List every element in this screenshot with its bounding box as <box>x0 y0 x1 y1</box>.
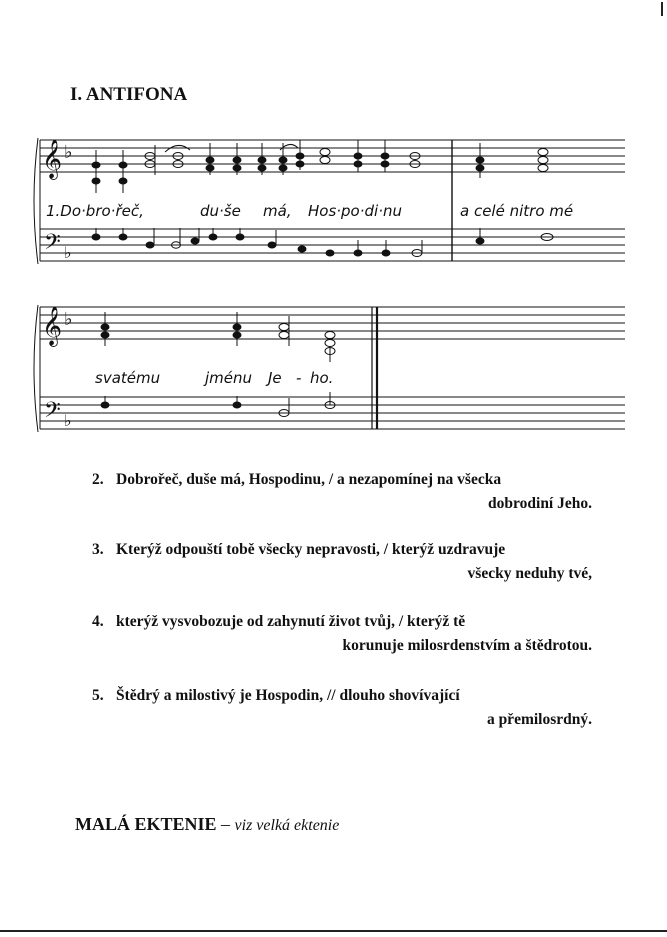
footer-title: MALÁ EKTENIE <box>75 814 217 834</box>
verse-line: všecky neduhy tvé, <box>467 565 592 582</box>
svg-text:ho.: ho. <box>310 369 334 387</box>
system-brace <box>34 305 40 432</box>
verse-line: korunuje milosrdenstvím a štědrotou. <box>342 637 592 654</box>
bass-clef: 𝄢 <box>44 230 61 260</box>
page-edge-line <box>0 930 667 932</box>
music-score <box>0 0 667 460</box>
lyrics-line-1 <box>46 202 573 220</box>
system-2 <box>34 305 625 432</box>
treble-clef: 𝄞 <box>42 306 63 346</box>
svg-text:svatému: svatému <box>95 369 161 387</box>
bass-staff-1 <box>40 229 625 261</box>
lyrics-line-2 <box>95 369 333 387</box>
svg-text:Hos·po·di·nu: Hos·po·di·nu <box>308 202 402 220</box>
flat-sign: ♭ <box>64 309 73 329</box>
flat-sign: ♭ <box>64 142 73 162</box>
bass-notes-1 <box>92 228 553 257</box>
verse-line: Kterýž odpouští tobě všecky nepravosti, / kterýž uzdravuje <box>116 541 506 558</box>
svg-text:jménu: jménu <box>205 369 253 387</box>
footer-note <box>75 814 339 835</box>
svg-text:1.Do·bro·řeč,: 1.Do·bro·řeč, <box>46 202 144 220</box>
svg-text:má,: má, <box>263 202 292 220</box>
treble-staff-1 <box>40 140 625 172</box>
system-1 <box>34 138 625 264</box>
treble-clef: 𝄞 <box>42 139 63 179</box>
flat-sign: ♭ <box>64 413 72 430</box>
system-brace <box>34 138 40 264</box>
verse-line: kterýž vysvobozuje od zahynutí život tvůj, / kterýž tě <box>116 613 466 630</box>
section-heading: I. ANTIFONA <box>70 84 188 105</box>
verse-number: 3. <box>92 541 104 558</box>
verse-number: 5. <box>92 687 104 704</box>
svg-text:-: - <box>296 369 302 387</box>
verse-line: Štědrý a milostivý je Hospodin, // dlouho shovívající <box>116 687 460 704</box>
flat-sign: ♭ <box>64 245 72 262</box>
svg-text:Je: Je <box>268 369 282 387</box>
footer-dash: – <box>216 814 235 834</box>
bass-clef: 𝄢 <box>44 398 61 428</box>
treble-staff-2 <box>40 307 625 339</box>
verse-line: dobrodiní Jeho. <box>488 495 592 512</box>
slur <box>165 145 190 152</box>
svg-text:a celé nitro mé: a celé nitro mé <box>460 202 574 220</box>
footer-reference: viz velká ektenie <box>234 817 340 834</box>
verse-number: 4. <box>92 613 104 630</box>
verse-number: 2. <box>92 471 104 488</box>
verse-line: Dobrořeč, duše má, Hospodinu, / a nezapomínej na všecka <box>116 471 502 488</box>
treble-notes-2 <box>101 312 335 362</box>
verse-line: a přemilosrdný. <box>486 711 592 728</box>
svg-text:du·še: du·še <box>200 202 241 220</box>
